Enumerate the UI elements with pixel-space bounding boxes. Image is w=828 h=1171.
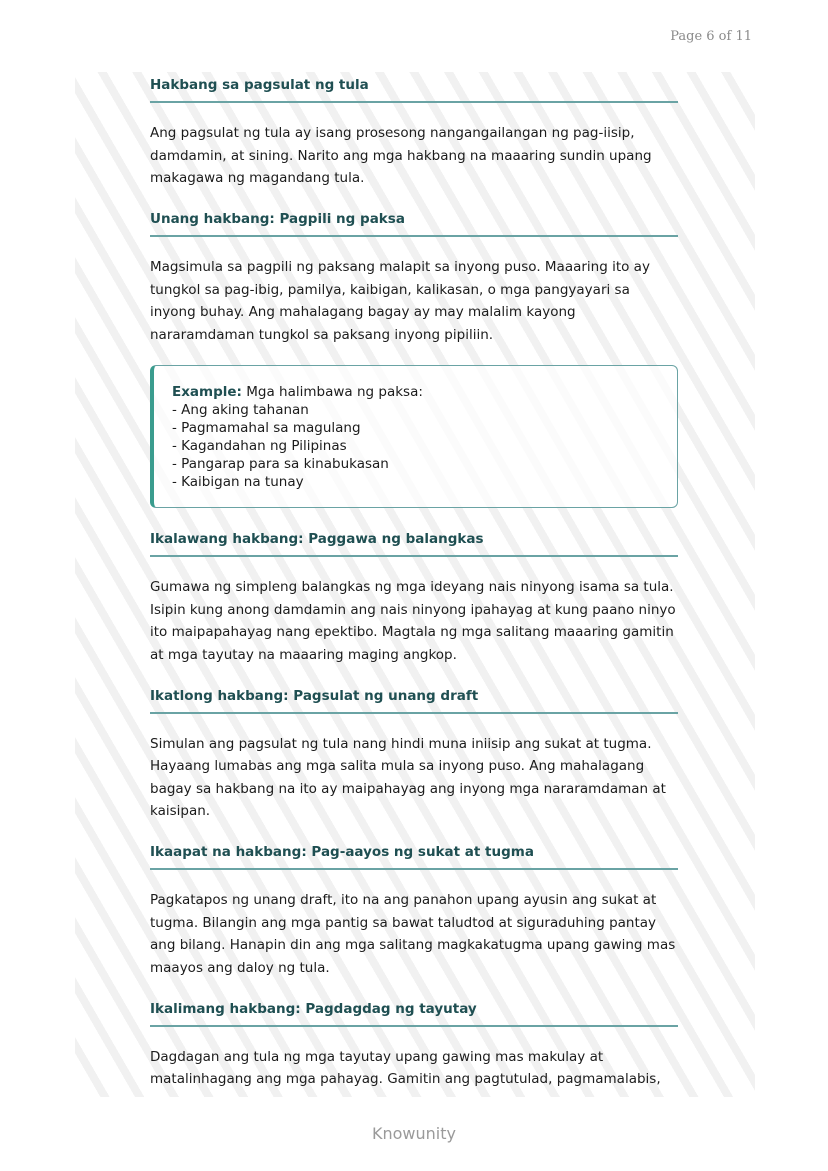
section-heading: Unang hakbang: Pagpili ng paksa (150, 209, 678, 237)
section-step-1 (150, 209, 678, 508)
footer-brand: Knowunity (372, 1124, 456, 1143)
section-heading: Ikalimang hakbang: Pagdagdag ng tayutay (150, 999, 678, 1027)
section-step-5 (150, 999, 678, 1091)
example-item: - Pangarap para sa kinabukasan (172, 456, 389, 472)
section-heading: Hakbang sa pagsulat ng tula (150, 75, 678, 103)
example-intro: Mga halimbawa ng paksa: (241, 384, 423, 400)
section-step-2 (150, 529, 678, 666)
section-heading: Ikatlong hakbang: Pagsulat ng unang draft (150, 686, 678, 714)
example-item: - Kagandahan ng Pilipinas (172, 438, 347, 454)
section-heading: Ikaapat na hakbang: Pag-aayos ng sukat at tugma (150, 842, 678, 870)
section-body: Gumawa ng simpleng balangkas ng mga ideyang nais ninyong isama sa tula. Isipin kung anong damdamin ang nais ninyong ipahayag at kung paano ninyo ito maipapahayag nang epektibo. Magtala ng mga salitang maaaring gamitin at mga tayutay na maaaring maging angkop. (150, 579, 676, 663)
section-body: Magsimula sa pagpili ng paksang malapit sa inyong puso. Maaaring ito ay tungkol sa pag-ibig, pamilya, kaibigan, kalikasan, o mga pangyayari sa inyong buhay. Ang mahalagang bagay ay may malalim kayong nararamdaman tungkol sa paksang inyong pipiliin. (150, 259, 650, 343)
section-heading: Ikalawang hakbang: Paggawa ng balangkas (150, 529, 678, 557)
section-body: Ang pagsulat ng tula ay isang prosesong nangangailangan ng pag-iisip, damdamin, at sining. Narito ang mga hakbang na maaaring sundin upang makagawa ng magandang tula. (150, 125, 652, 186)
example-item: - Pagmamahal sa magulang (172, 420, 361, 436)
page-number: Page 6 of 11 (670, 29, 752, 44)
section-intro (150, 75, 678, 190)
section-step-3 (150, 686, 678, 823)
example-item: - Kaibigan na tunay (172, 474, 304, 490)
section-body: Simulan ang pagsulat ng tula nang hindi muna iniisip ang sukat at tugma. Hayaang lumabas ang mga salita mula sa inyong puso. Ang mahalagang bagay sa hakbang na ito ay maipahayag ang inyong mga nararamdaman at kaisipan. (150, 735, 666, 819)
example-box (150, 365, 678, 508)
section-body: Pagkatapos ng unang draft, ito na ang panahon upang ayusin ang sukat at tugma. Bilangin ang mga pantig sa bawat taludtod at siguraduhing pantay ang bilang. Hanapin din ang mga salitang magkakatugma upang gawing mas maayos ang daloy ng tula. (150, 892, 676, 976)
example-item: - Ang aking tahanan (172, 402, 309, 418)
section-body: Dagdagan ang tula ng mga tayutay upang gawing mas makulay at matalinhagang ang mga pahayag. Gamitin ang pagtutulad, pagmamalabis, (150, 1048, 661, 1087)
document-body (150, 75, 678, 1091)
section-step-4 (150, 842, 678, 979)
example-label: Example: (172, 384, 242, 400)
